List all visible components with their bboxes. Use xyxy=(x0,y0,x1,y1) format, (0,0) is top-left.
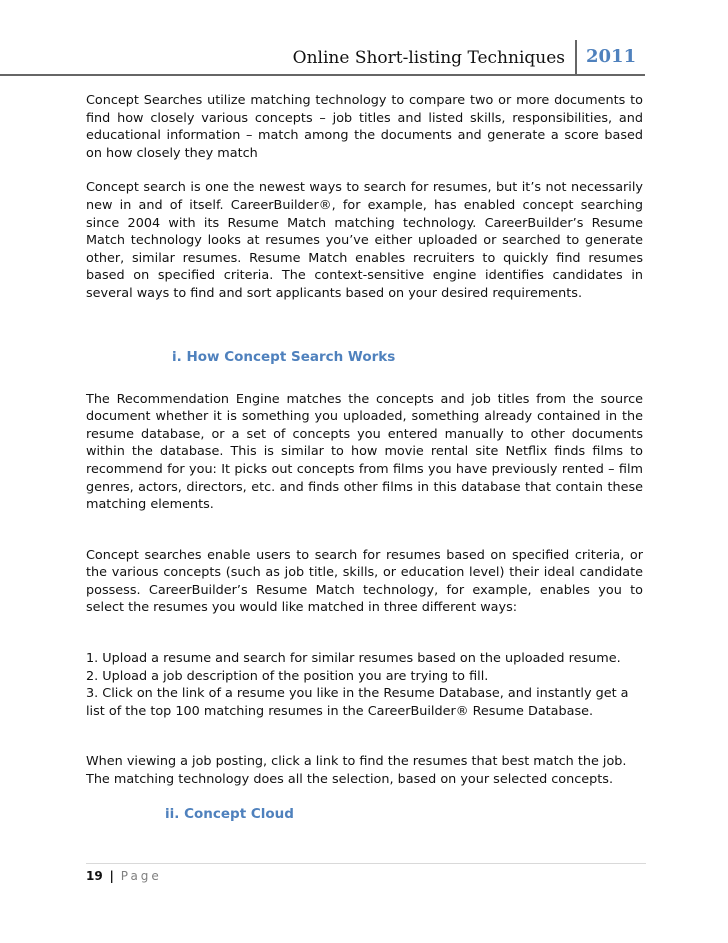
page-footer xyxy=(86,869,162,883)
page-number: 19 xyxy=(86,869,103,883)
list-item: 3. Click on the link of a resume you like in the Resume Database, and instantly get a list of the top 100 matching resumes in the CareerBuilder® Resume Database. xyxy=(86,686,629,719)
list-item: 2. Upload a job description of the position you are trying to fill. xyxy=(86,668,489,684)
paragraph-concept-search-new: Concept search is one the newest ways to search for resumes, but it’s not necessarily new in and of itself. CareerBuilder®, for example, has enabled concept searching since 2004 with its Resume Match matching technology. CareerBuilder’s Resume Match technology looks at resumes you’ve either uploaded or searched to generate other, similar resumes. Resume Match enables recruiters to quickly find resumes based on specified criteria. The context-sensitive engine identifies candidates in several ways to find and sort applicants based on your desired requirements. xyxy=(86,180,643,301)
header-year: 2011 xyxy=(586,46,637,67)
heading-concept-cloud: ii. Concept Cloud xyxy=(165,806,294,822)
list-item: 1. Upload a resume and search for similar resumes based on the uploaded resume. xyxy=(86,651,621,667)
footer-separator: | xyxy=(109,869,114,883)
paragraph-job-posting: When viewing a job posting, click a link to find the resumes that best match the job. The matching technology does all the selection, based on your selected concepts. xyxy=(86,754,627,788)
paragraph-concept-searches: Concept Searches utilize matching technology to compare two or more documents to find how closely various concepts – job titles and listed skills, responsibilities, and educational information – match among the documents and generate a score based on how closely they match xyxy=(86,93,643,161)
heading-how-concept-search-works: i. How Concept Search Works xyxy=(172,349,396,365)
page-header xyxy=(0,40,645,76)
header-separator xyxy=(575,40,577,74)
paragraph-recommendation-engine: The Recommendation Engine matches the concepts and job titles from the source document whether it is something you uploaded, something already contained in the resume database, or a set of concepts you entered manually to other documents within the database. This is similar to how movie rental site Netflix finds films to recommend for you: It picks out concepts from films you have previously rented – film genres, actors, directors, etc. and finds other films in this database that contain these matching elements. xyxy=(86,391,643,513)
header-title: Online Short-listing Techniques xyxy=(292,48,565,68)
footer-divider xyxy=(86,863,646,864)
paragraph-concept-searches-enable: Concept searches enable users to search for resumes based on specified criteria, or the various concepts (such as job title, skills, or education level) their ideal candidate possess. CareerBuilder’s Resume Match technology, for example, enables you to select the resumes you would like matched in three different ways: xyxy=(86,547,643,616)
document-body xyxy=(86,92,643,789)
page-label: Page xyxy=(120,869,162,883)
